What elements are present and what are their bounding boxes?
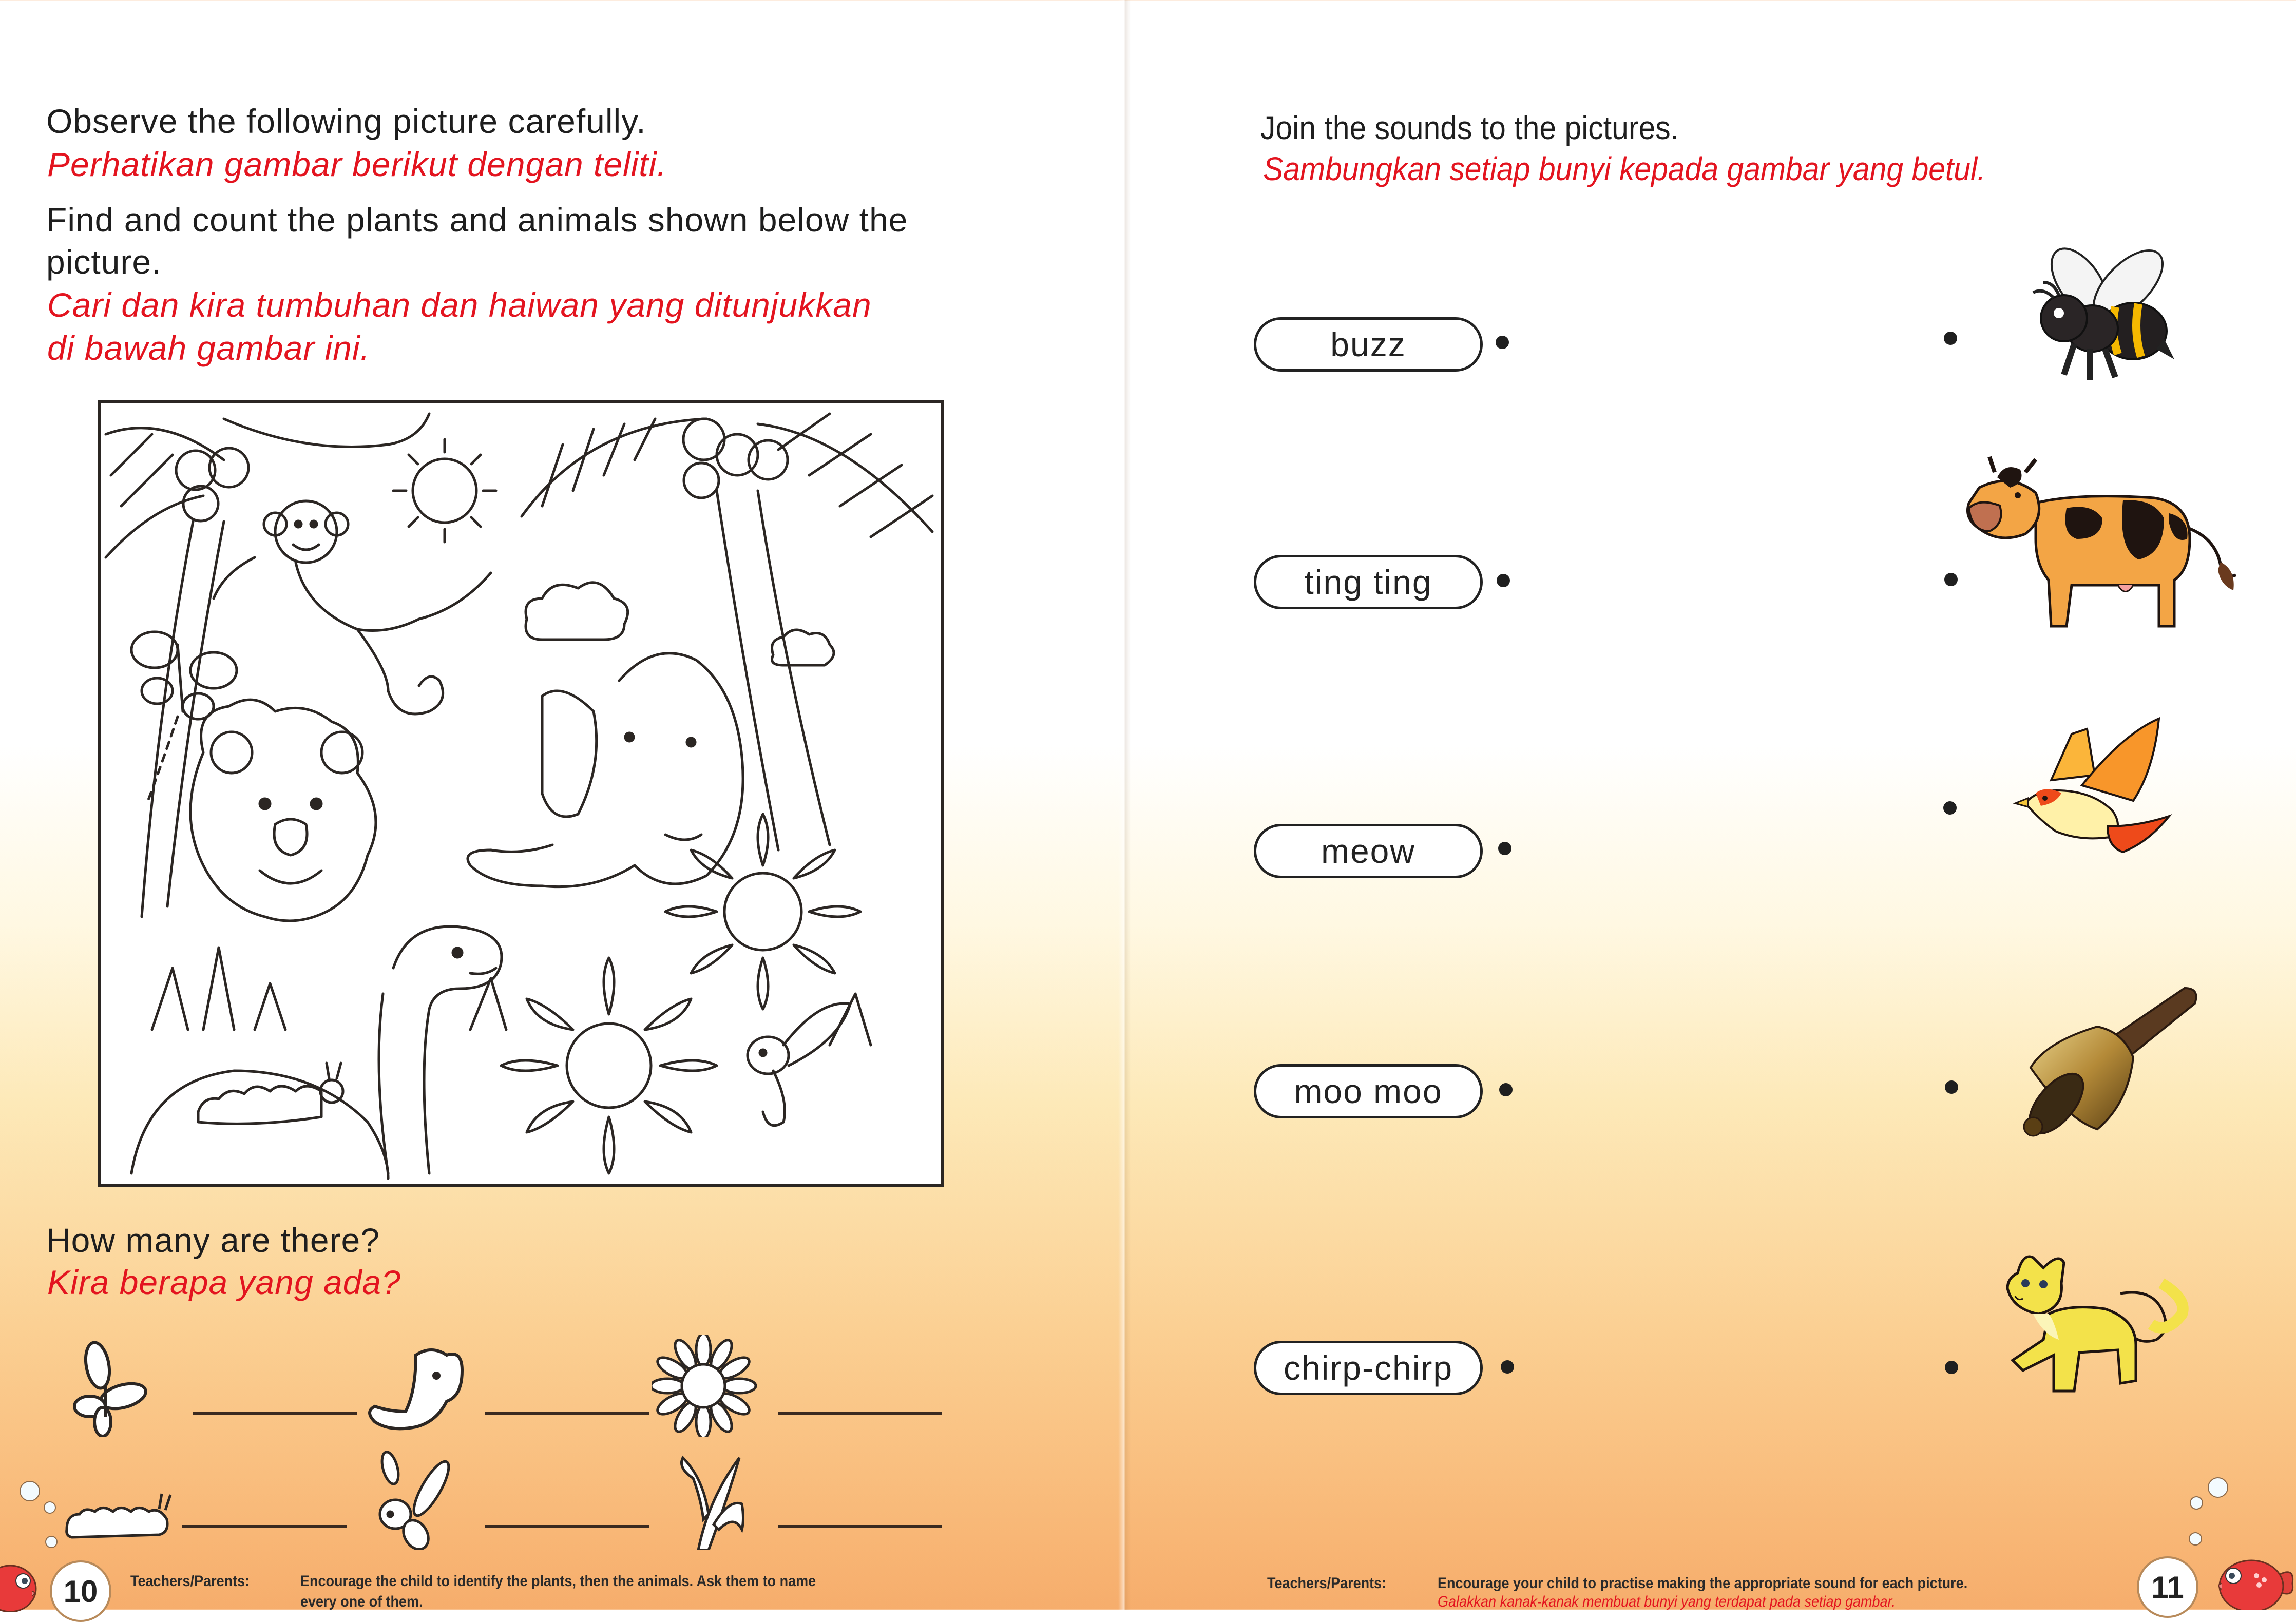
instruction-2-ms-line2: di bawah gambar ini. (47, 329, 371, 367)
leaf-plant-icon (652, 1447, 770, 1550)
connect-dot-left[interactable] (1496, 336, 1509, 349)
grass (152, 948, 871, 1045)
page-number-badge: 11 (2137, 1556, 2198, 1618)
sound-moo-moo[interactable]: moo moo (1254, 1064, 1483, 1118)
bubble-decoration (45, 1536, 58, 1548)
sunflower-icon (501, 958, 717, 1173)
fish-icon (2210, 1555, 2296, 1610)
palm-leaves-icon (106, 414, 932, 557)
footer-note-en: Encourage your child to practise making the appropriate sound for each picture. (1438, 1575, 1968, 1592)
sun-icon (393, 439, 496, 542)
answer-line[interactable] (182, 1525, 347, 1528)
butterfly-icon (131, 632, 237, 804)
count-caterpillar (56, 1447, 344, 1550)
instruction-1-en: Observe the following picture carefully. (46, 102, 646, 140)
elephant-icon (468, 653, 743, 887)
cloud-icon (772, 630, 834, 665)
sound-meow[interactable]: meow (1254, 824, 1483, 878)
bird-picture[interactable] (2005, 708, 2187, 878)
lion-icon (190, 700, 376, 921)
answer-line[interactable] (485, 1525, 649, 1528)
bee-picture[interactable] (2018, 246, 2177, 395)
tree-trunk-left (142, 522, 224, 917)
connect-dot-right[interactable] (1944, 332, 1957, 345)
bee-icon (359, 1447, 477, 1550)
connect-dot-right[interactable] (1943, 801, 1957, 815)
flower-icon (652, 1335, 770, 1437)
connect-dot-left[interactable] (1497, 574, 1510, 587)
sound-buzz[interactable]: buzz (1254, 317, 1483, 372)
footer-note-line2: every one of them. (300, 1593, 423, 1610)
instruction-en: Join the sounds to the pictures. (1260, 109, 1679, 146)
cat-picture[interactable] (1987, 1242, 2203, 1406)
fish-icon (0, 1560, 41, 1612)
cloud-icon (526, 583, 628, 640)
answer-line[interactable] (193, 1412, 357, 1415)
count-plant (652, 1447, 940, 1550)
bubble-decoration (2189, 1532, 2202, 1546)
snake-icon (379, 926, 502, 1173)
bubble-decoration (44, 1501, 56, 1514)
count-butterfly (67, 1335, 354, 1437)
vine (224, 414, 429, 447)
elephant-icon (359, 1335, 477, 1437)
count-elephant (359, 1335, 647, 1437)
connect-dot-left[interactable] (1499, 1083, 1513, 1096)
connect-dot-left[interactable] (1498, 842, 1511, 855)
instruction-ms: Sambungkan setiap bunyi kepada gambar yang betul. (1263, 150, 1986, 187)
sound-ting-ting[interactable]: ting ting (1254, 555, 1483, 609)
caterpillar-icon (131, 1063, 388, 1179)
answer-line[interactable] (485, 1412, 649, 1415)
bee-icon (748, 1003, 850, 1126)
question-en: How many are there? (46, 1221, 380, 1259)
sunflower-icon (665, 814, 860, 1009)
footer-label: Teachers/Parents: (130, 1573, 250, 1590)
instruction-1-ms: Perhatikan gambar berikut dengan teliti. (47, 145, 667, 183)
footer-note-line1: Encourage the child to identify the plants, then the animals. Ask them to name (300, 1573, 816, 1590)
question-ms: Kira berapa yang ada? (47, 1263, 401, 1301)
jungle-picture (98, 400, 944, 1187)
tree-trunk-right (717, 491, 830, 850)
page-number-badge: 10 (50, 1560, 111, 1622)
bell-picture[interactable] (2000, 980, 2205, 1150)
cow-picture[interactable] (1948, 441, 2238, 642)
answer-line[interactable] (778, 1412, 942, 1415)
caterpillar-icon (56, 1447, 175, 1550)
footer-note-ms: Galakkan kanak-kanak membuat bunyi yang terdapat pada setiap gambar. (1438, 1593, 1896, 1610)
butterfly-icon (67, 1335, 185, 1437)
count-bee (359, 1447, 647, 1550)
bubble-decoration (20, 1481, 40, 1501)
count-flower (652, 1335, 940, 1437)
bubble-decoration (2208, 1477, 2228, 1498)
connect-dot-right[interactable] (1945, 1361, 1958, 1374)
connect-dot-left[interactable] (1501, 1360, 1514, 1374)
connect-dot-right[interactable] (1945, 1080, 1958, 1094)
instruction-2-ms-line1: Cari dan kira tumbuhan dan haiwan yang ditunjukkan (47, 286, 872, 324)
book-spine (1118, 0, 1131, 1610)
monkey-icon (214, 501, 491, 714)
instruction-2-en-line1: Find and count the plants and animals shown below the (46, 201, 908, 239)
answer-line[interactable] (778, 1525, 942, 1528)
bubble-decoration (2190, 1496, 2203, 1510)
footer-label: Teachers/Parents: (1267, 1575, 1387, 1592)
sound-chirp-chirp[interactable]: chirp-chirp (1254, 1341, 1483, 1395)
instruction-2-en-line2: picture. (46, 243, 162, 281)
